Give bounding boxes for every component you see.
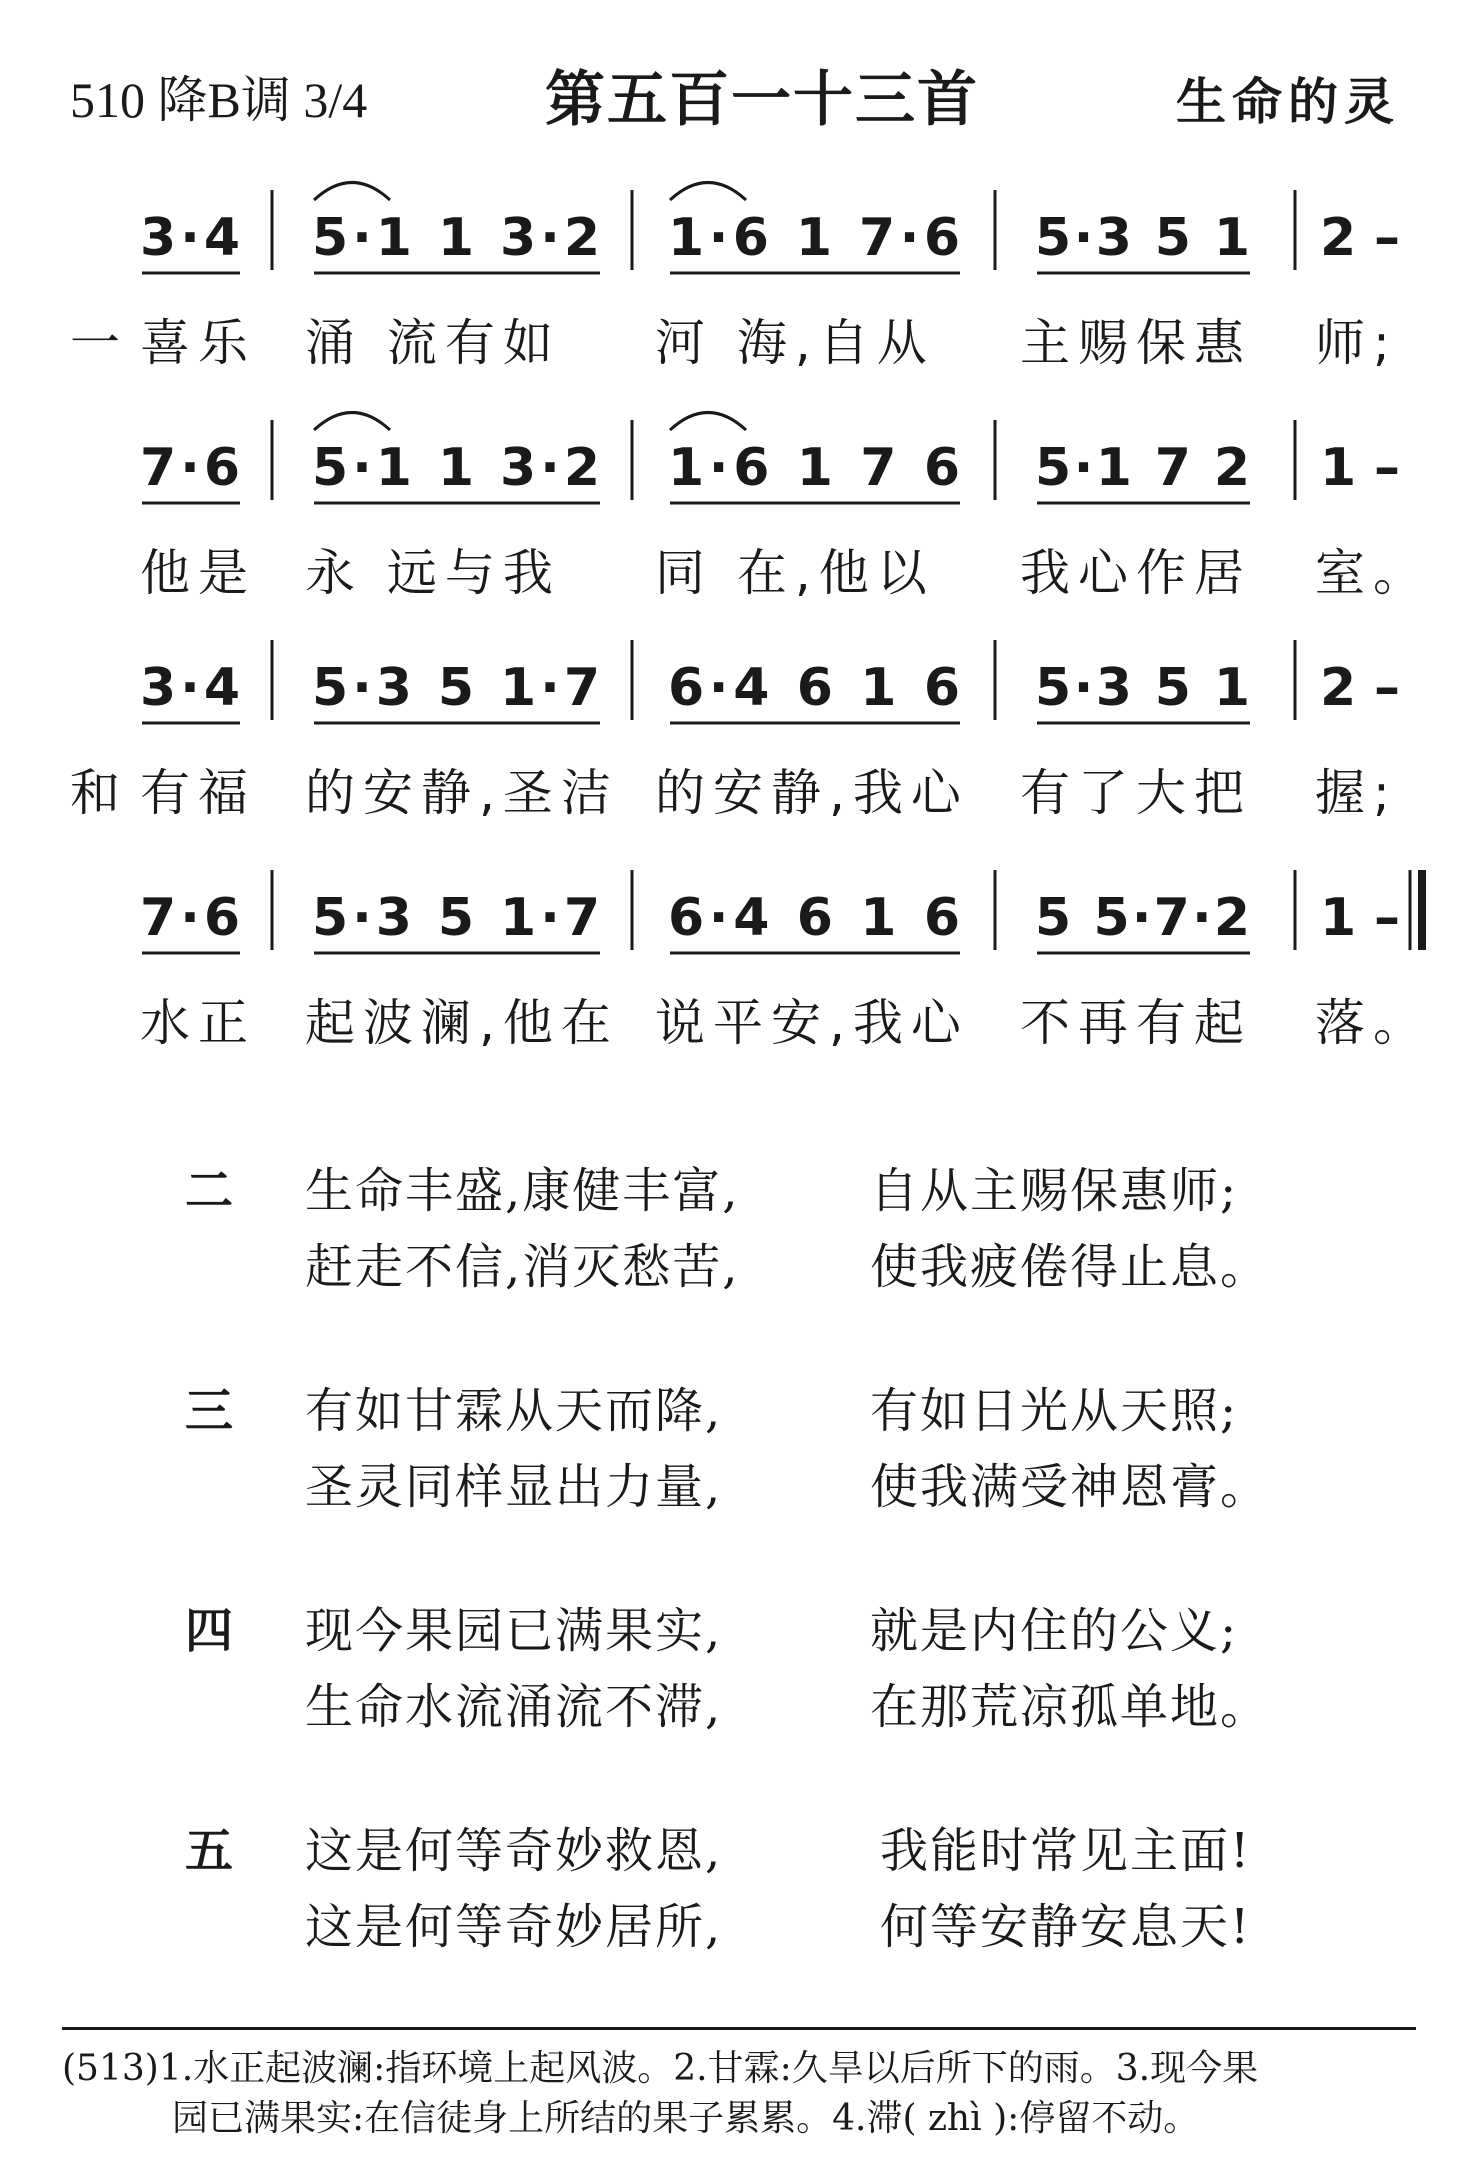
lyric-text: 有福 — [140, 764, 256, 822]
verse-line: 自从主赐保惠师; — [870, 1163, 1239, 1219]
lyric-text: 有了大把 — [1020, 764, 1252, 822]
verse-line: 我能时常见主面! — [880, 1823, 1252, 1879]
measure-notes: 5·1 1 3·2 — [312, 208, 600, 268]
verse-mark: 和 — [70, 764, 120, 822]
verse-line: 生命水流涌流不滞, — [305, 1679, 723, 1735]
footnote-line: (513)1.水正起波澜:指环境上起风波。2.甘霖:久旱以后所下的雨。3.现今果 — [62, 2048, 1259, 2089]
verse-line: 赶走不信,消灭愁苦, — [305, 1239, 740, 1295]
measure-notes: 5 5·7·2 — [1035, 888, 1250, 948]
lyric-text: 主赐保惠 — [1020, 314, 1252, 372]
verse-line: 使我满受神恩膏。 — [870, 1459, 1271, 1515]
verse-line: 有如日光从天照; — [870, 1383, 1239, 1439]
verse-line: 生命丰盛,康健丰富, — [305, 1163, 740, 1219]
verse-mark: 一 — [70, 314, 120, 372]
verse-number: 四 — [185, 1603, 234, 1659]
measure-notes: 2 – — [1320, 208, 1400, 268]
lyric-text: 涌 流有如 — [305, 314, 561, 372]
lyric-text: 我心作居 — [1020, 544, 1252, 602]
measure-notes: 7·6 — [140, 438, 240, 498]
measure-notes: 5·1 7 2 — [1035, 438, 1250, 498]
lyric-text: 同 在,他以 — [655, 544, 935, 602]
lyric-text: 喜乐 — [140, 314, 256, 372]
hymn-subtitle: 生命的灵 — [1176, 73, 1400, 131]
verse-line: 这是何等奇妙救恩, — [305, 1823, 723, 1879]
measure-notes: 2 – — [1320, 658, 1400, 718]
hymn-key-info: 510 降B调 3/4 — [70, 72, 368, 128]
slur — [670, 413, 746, 431]
lyric-text: 永 远与我 — [305, 544, 561, 602]
measure-notes: 5·3 5 1·7 — [312, 658, 600, 718]
measure-notes: 1·6 1 7·6 — [668, 208, 960, 268]
slur — [670, 183, 746, 201]
lyric-text: 他是 — [140, 544, 256, 602]
verse-line: 有如甘霖从天而降, — [305, 1383, 723, 1439]
measure-notes: 6·4 6 1 6 — [668, 888, 960, 948]
lyric-text: 落。 — [1315, 994, 1431, 1052]
lyric-text: 不再有起 — [1020, 994, 1252, 1052]
lyric-text: 握; — [1315, 764, 1398, 822]
measure-notes: 5·1 1 3·2 — [312, 438, 600, 498]
footnote-divider — [62, 2027, 1416, 2030]
measure-notes: 5·3 5 1 — [1035, 658, 1250, 718]
verse-line: 何等安静安息天! — [880, 1899, 1252, 1955]
page-title: 第五百一十三首 — [545, 65, 979, 135]
measure-notes: 3·4 — [140, 208, 240, 268]
measure-notes: 3·4 — [140, 658, 240, 718]
verse-line: 圣灵同样显出力量, — [305, 1459, 723, 1515]
verse-line: 在那荒凉孤单地。 — [870, 1679, 1271, 1735]
measure-notes: 5·3 5 1 — [1035, 208, 1250, 268]
lyric-text: 说平安,我心 — [655, 994, 969, 1052]
slur — [314, 183, 390, 201]
lyric-text: 的安静,我心 — [655, 764, 969, 822]
verse-number: 二 — [185, 1163, 234, 1219]
lyric-text: 起波澜,他在 — [305, 994, 619, 1052]
measure-notes: 6·4 6 1 6 — [668, 658, 960, 718]
numbered-score — [0, 160, 1470, 1080]
lyric-text: 室。 — [1315, 544, 1431, 602]
measure-notes: 5·3 5 1·7 — [312, 888, 600, 948]
verse-line: 使我疲倦得止息。 — [870, 1239, 1271, 1295]
lyric-text: 水正 — [140, 994, 256, 1052]
footnote-line: 园已满果实:在信徒身上所结的果子累累。4.滞( zhì ):停留不动。 — [172, 2098, 1200, 2139]
slur — [314, 413, 390, 431]
verse-number: 三 — [185, 1383, 234, 1439]
measure-notes: 1 – — [1320, 438, 1400, 498]
measure-notes: 7·6 — [140, 888, 240, 948]
verse-number: 五 — [185, 1823, 234, 1879]
lyric-text: 河 海,自从 — [655, 314, 935, 372]
measure-notes: 1 – — [1320, 888, 1400, 948]
verse-line: 这是何等奇妙居所, — [305, 1899, 723, 1955]
verse-line: 就是内住的公义; — [870, 1603, 1239, 1659]
lyric-text: 的安静,圣洁 — [305, 764, 619, 822]
lyric-text: 师; — [1315, 314, 1398, 372]
measure-notes: 1·6 1 7 6 — [668, 438, 960, 498]
verse-line: 现今果园已满果实, — [305, 1603, 723, 1659]
